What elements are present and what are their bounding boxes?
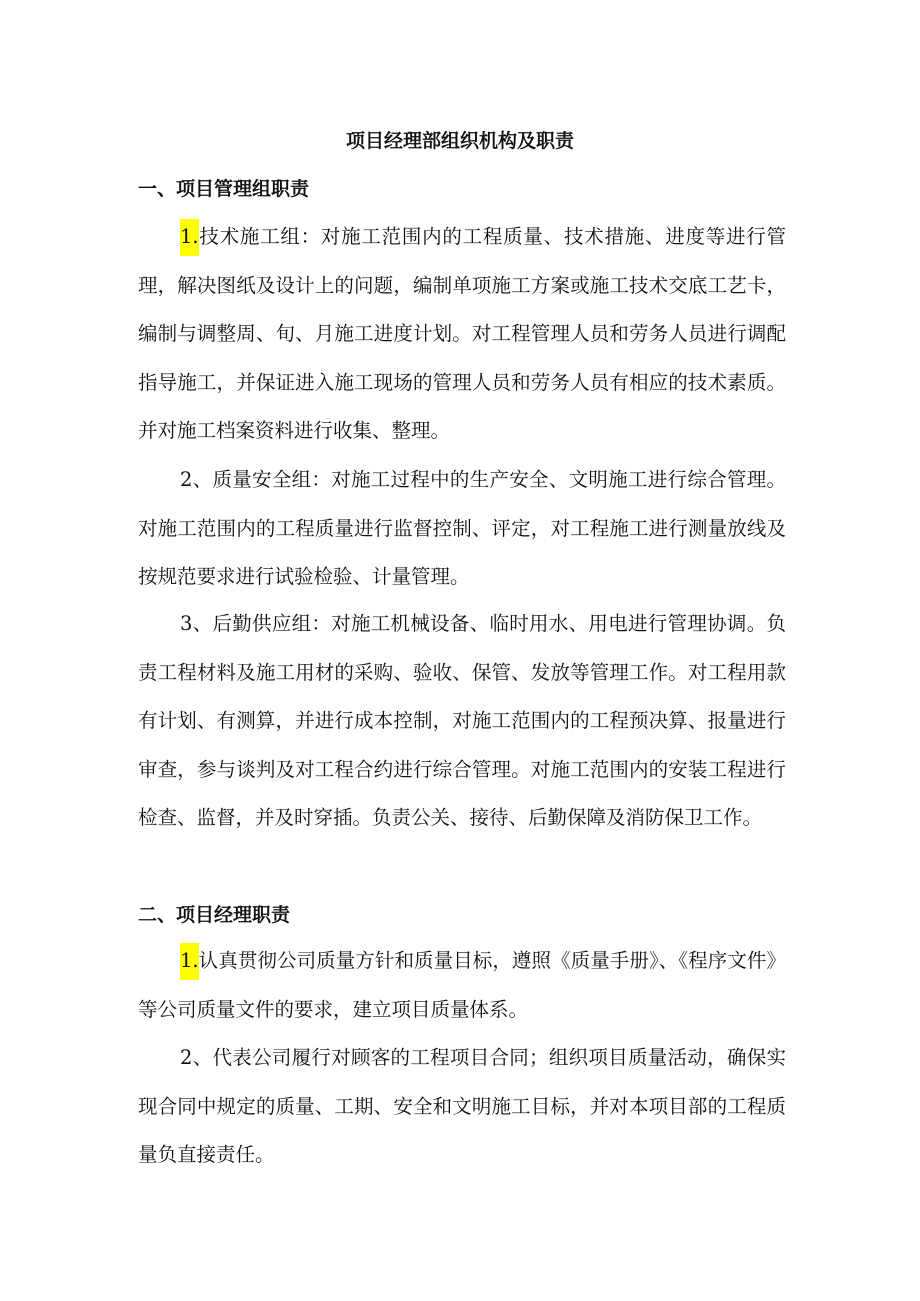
paragraph-text: 后勤供应组：对施工机械设备、临时用水、用电进行管理协调。负责工程材料及施工用材的采购、验收、保管、发放等管理工作。对工程用款有计划、有测算，并进行成本控制，对施工范围内的工程预决算、报量进行审查，参与谈判及对工程合约进行综合管理。对施工范围内的安装工程进行检查、监督，并及时穿插。负责公关、接待、后勤保障及消防保卫工作。 bbox=[138, 612, 786, 829]
paragraph-2-1 bbox=[138, 937, 786, 1034]
paragraph-text: 代表公司履行对顾客的工程项目合同；组织项目质量活动，确保实现合同中规定的质量、工期、安全和文明施工目标，并对本项目部的工程质量负直接责任。 bbox=[138, 1046, 786, 1166]
paragraph-text: 技术施工组：对施工范围内的工程质量、技术措施、进度等进行管理，解决图纸及设计上的问题，编制单项施工方案或施工技术交底工艺卡，编制与调整周、旬、月施工进度计划。对工程管理人员和劳务人员进行调配指导施工，并保证进入施工现场的管理人员和劳务人员有相应的技术素质。并对施工档案资料进行收集、整理。 bbox=[138, 225, 786, 442]
section-heading-2: 二、项目经理职责 bbox=[138, 904, 291, 926]
paragraph-1-3 bbox=[138, 600, 786, 843]
paragraph-1-2 bbox=[138, 456, 786, 602]
document-title: 项目经理部组织机构及职责 bbox=[345, 130, 574, 152]
item-number-highlighted: 1. bbox=[180, 943, 199, 980]
paragraph-text: 质量安全组：对施工过程中的生产安全、文明施工进行综合管理。对施工范围内的工程质量进行监督控制、评定，对工程施工进行测量放线及按规范要求进行试验检验、计量管理。 bbox=[138, 468, 786, 588]
item-number: 2、 bbox=[180, 468, 213, 491]
paragraph-1-1 bbox=[138, 213, 786, 456]
item-number: 3、 bbox=[180, 612, 213, 635]
paragraph-text: 认真贯彻公司质量方针和质量目标，遵照《质量手册》、《程序文件》等公司质量文件的要求，建立项目质量体系。 bbox=[138, 949, 786, 1021]
item-number-highlighted: 1. bbox=[180, 219, 199, 256]
section-heading-1: 一、项目管理组职责 bbox=[138, 178, 310, 200]
paragraph-2-2 bbox=[138, 1034, 786, 1180]
item-number: 2、 bbox=[180, 1046, 213, 1069]
